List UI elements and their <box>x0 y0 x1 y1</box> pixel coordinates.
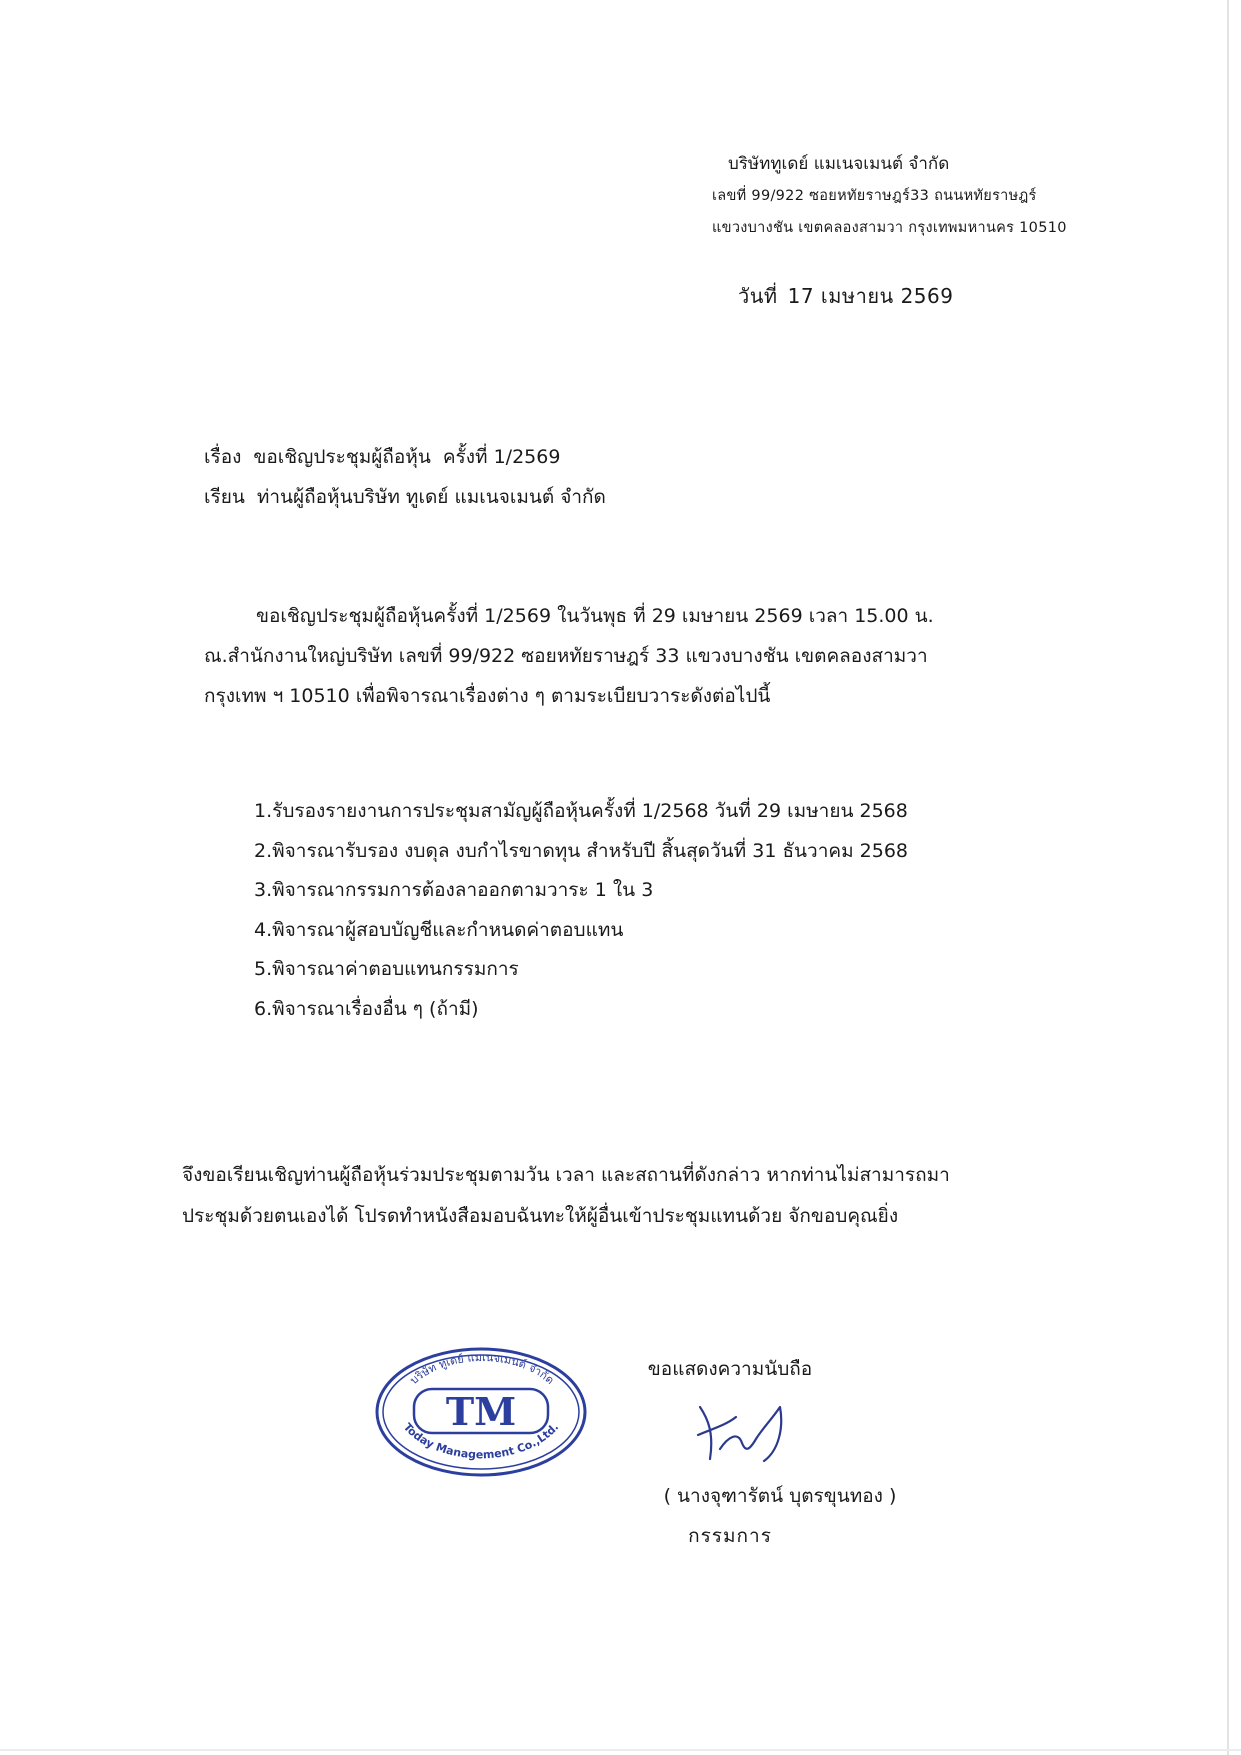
agenda-item: 4.พิจารณาผู้สอบบัญชีและกำหนดค่าตอบแทน <box>254 918 624 941</box>
svg-text:Today Management Co.,Ltd.: Today Management Co.,Ltd. <box>400 1420 562 1462</box>
handwritten-signature <box>680 1389 830 1469</box>
sender-company: บริษัททูเดย์ แมเนจเมนต์ จำกัด <box>728 154 950 174</box>
letter-date <box>738 280 963 312</box>
body-line: กรุงเทพ ฯ 10510 เพื่อพิจารณาเรื่องต่าง ๆ ตามระเบียบวาระดังต่อไปนี้ <box>204 685 771 707</box>
body-paragraph <box>204 596 1084 716</box>
subject-line <box>204 437 606 477</box>
company-seal-stamp <box>372 1345 590 1480</box>
closing-line: จึงขอเรียนเชิญท่านผู้ถือหุ้นร่วมประชุมตามวัน เวลา และสถานที่ดังกล่าว หากท่านไม่สามารถมา <box>182 1164 950 1186</box>
closing-line: ประชุมด้วยตนเองได้ โปรดทำหนังสือมอบฉันทะให้ผู้อื่นเข้าประชุมแทนด้วย จักขอบคุณยิ่ง <box>182 1205 899 1227</box>
body-line: ขอเชิญประชุมผู้ถือหุ้นครั้งที่ 1/2569 ในวันพุธ ที่ 29 เมษายน 2569 เวลา 15.00 น. <box>256 605 934 627</box>
agenda-item: 1.รับรองรายงานการประชุมสามัญผู้ถือหุ้นครั้งที่ 1/2568 วันที่ 29 เมษายน 2568 <box>254 800 908 822</box>
svg-text:บริษัท ทูเดย์ แมเนจเมนต์ จำกัด: บริษัท ทูเดย์ แมเนจเมนต์ จำกัด <box>407 1350 557 1387</box>
sender-address-line1: เลขที่ 99/922 ซอยหทัยราษฎร์33 ถนนหทัยราษฎร์ <box>712 188 1037 204</box>
svg-text:TM: TM <box>445 1389 517 1434</box>
regards-text: ขอแสดงความนับถือ <box>647 1358 813 1380</box>
sender-block <box>712 148 1212 244</box>
scan-edge-bottom <box>0 1749 1241 1751</box>
sender-address-line2: แขวงบางชัน เขตคลองสามวา กรุงเทพมหานคร 10510 <box>712 220 1067 236</box>
subject-label: เรื่อง <box>204 446 242 468</box>
recipient-text: ท่านผู้ถือหุ้นบริษัท ทูเดย์ แมเนจเมนต์ จำกัด <box>256 486 606 508</box>
agenda-list <box>254 792 908 1029</box>
agenda-item: 6.พิจารณาเรื่องอื่น ๆ (ถ้ามี) <box>254 997 479 1020</box>
date-value: 17 เมษายน 2569 <box>787 284 954 308</box>
subject-number: ครั้งที่ 1/2569 <box>442 446 561 468</box>
agenda-item: 5.พิจารณาค่าตอบแทนกรรมการ <box>254 958 519 980</box>
agenda-item: 3.พิจารณากรรมการต้องลาออกตามวาระ 1 ใน 3 <box>254 879 654 901</box>
recipient-label: เรียน <box>204 486 245 508</box>
closing-paragraph <box>182 1155 1082 1237</box>
seal-icon <box>372 1345 590 1480</box>
subject-text: ขอเชิญประชุมผู้ถือหุ้น <box>253 446 431 468</box>
signer-position: กรรมการ <box>688 1525 772 1547</box>
signer-name: ( นางจุฑารัตน์ บุตรขุนทอง ) <box>663 1485 897 1507</box>
date-label: วันที่ <box>738 284 778 308</box>
recipient-line <box>204 477 606 517</box>
agenda-item: 2.พิจารณารับรอง งบดุล งบกำไรขาดทุน สำหรับปี สิ้นสุดวันที่ 31 ธันวาคม 2568 <box>254 839 908 862</box>
scan-edge-right <box>1227 0 1229 1755</box>
body-line: ณ.สำนักงานใหญ่บริษัท เลขที่ 99/922 ซอยหทัยราษฎร์ 33 แขวงบางชัน เขตคลองสามวา <box>204 645 928 667</box>
subject-block <box>204 437 606 517</box>
